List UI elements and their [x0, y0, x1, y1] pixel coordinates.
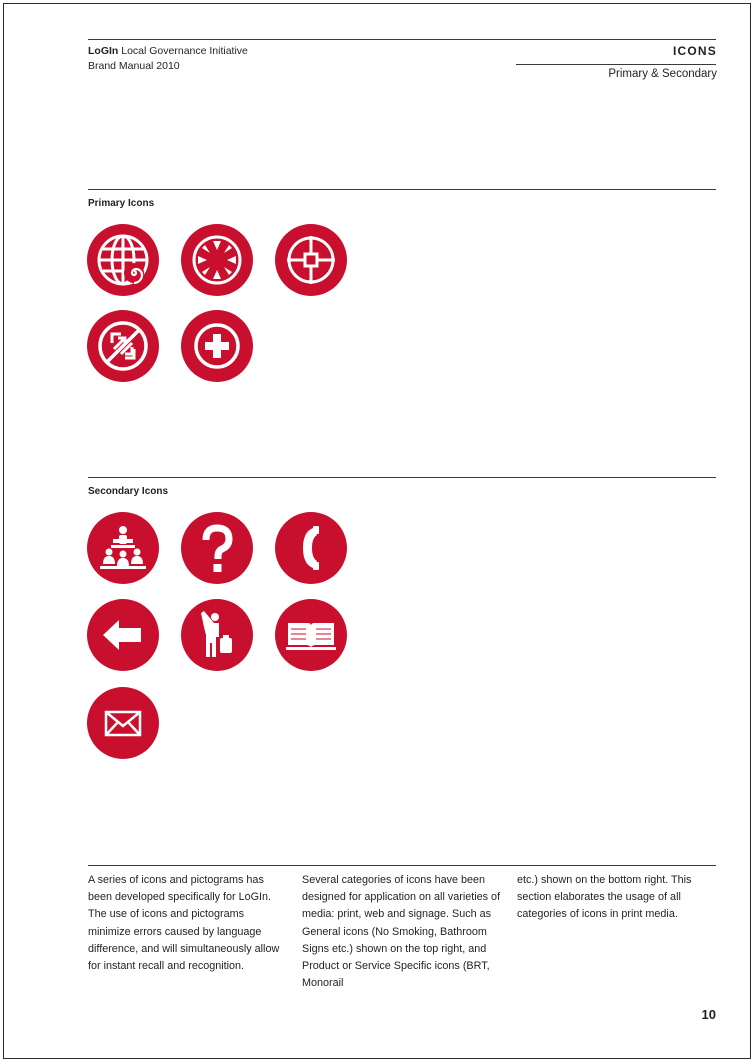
envelope-icon [87, 687, 159, 759]
body-column-2: Several categories of icons have been designed for application on all varieties of media: print, web and signage. Such as General icons (No Smoking, Bathroom Signs etc.) shown on the top right, and Product or Service Specific icons (BRT, Monorail [302, 874, 501, 990]
meeting-icon [87, 512, 159, 584]
primary-icons-heading: Primary Icons [88, 198, 155, 209]
body-rule [88, 865, 716, 866]
traveler-luggage-icon [181, 599, 253, 671]
secondary-rule [88, 477, 716, 478]
section-title: ICONS [672, 44, 717, 58]
secondary-icons-heading: Secondary Icons [88, 486, 169, 497]
back-arrow-icon [87, 599, 159, 671]
header-left [88, 44, 248, 74]
primary-rule [88, 189, 716, 190]
section-title-rule [516, 64, 716, 65]
header-rule [88, 39, 716, 40]
no-expand-arrows-icon [87, 310, 159, 382]
brand-tagline: Local Governance Initiative [118, 45, 248, 57]
body-column-3: etc.) shown on the bottom right. This section elaborates the usage of all categories of icons in print media. [517, 874, 692, 921]
section-subtitle: Primary & Secondary [608, 68, 717, 80]
globe-spiral-icon [87, 224, 159, 296]
phone-icon [275, 512, 347, 584]
open-book-icon [275, 599, 347, 671]
plus-icon [181, 310, 253, 382]
body-column-1: A series of icons and pictograms has been developed specifically for LoGIn. The use of icons and pictograms minimize errors caused by language difference, and will simultaneously allow for instant recall and recognition. [88, 874, 280, 973]
crosshair-icon [275, 224, 347, 296]
question-icon [181, 512, 253, 584]
brand-name: LoGIn [88, 45, 119, 57]
manual-title: Brand Manual 2010 [88, 60, 180, 72]
inward-arrows-icon [181, 224, 253, 296]
page-number: 10 [701, 1007, 716, 1022]
